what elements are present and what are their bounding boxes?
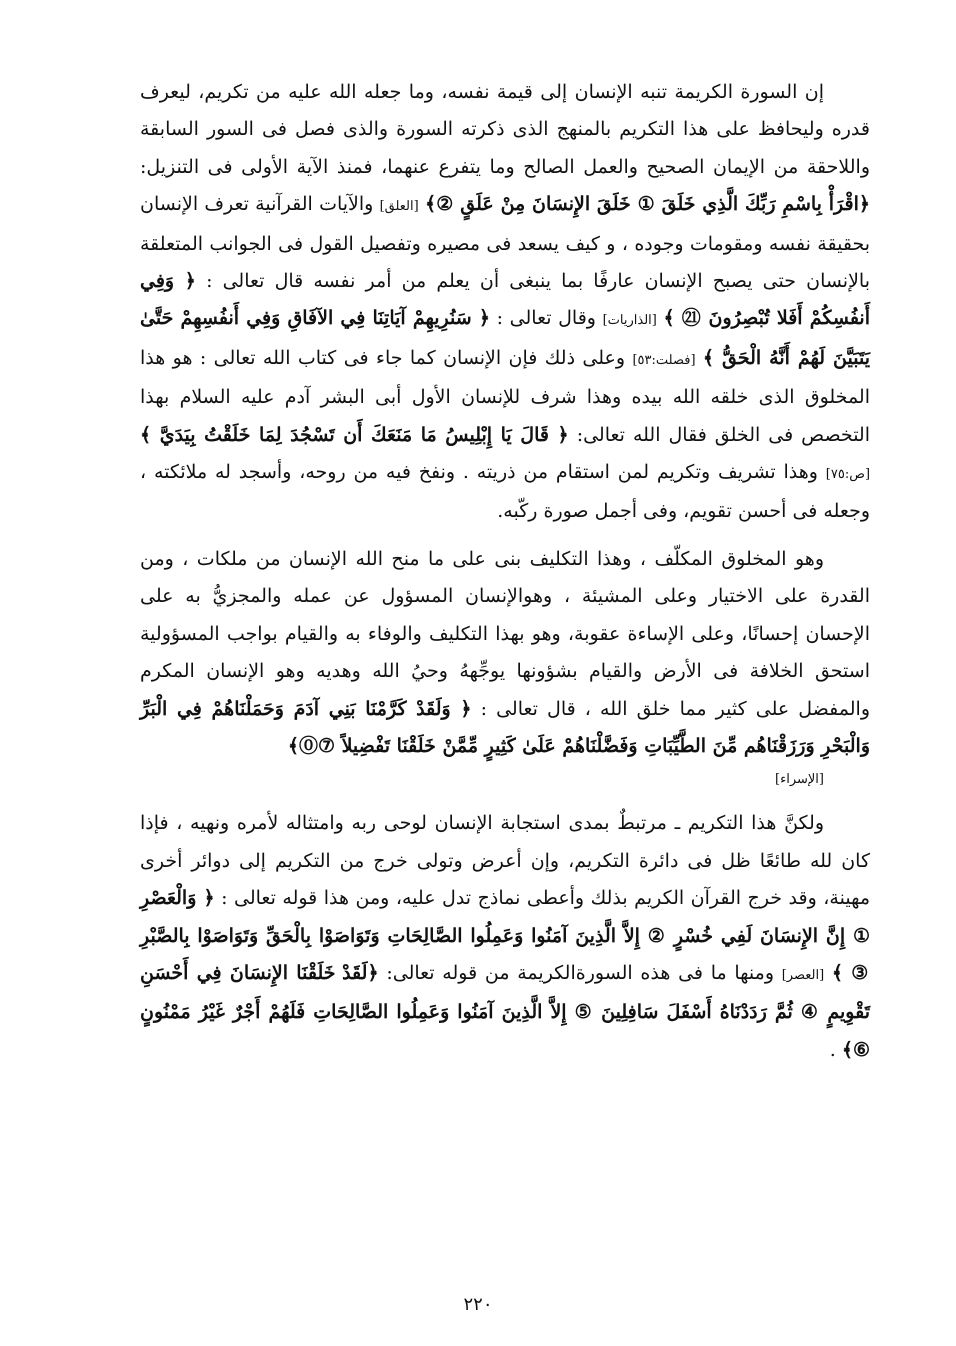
- body-text: إن السورة الكريمة تنبه الإنسان إلى قيمة نفسه، وما جعله الله عليه من تكريم، ليعرف قدره وليحافظ على هذا التكريم بالمنهج الذى ذكرته السورة والذى فصل فى السور السابقة واللاحقة من الإيمان الصحيح والعمل الصالح وما يتفرع عنهما، فمنذ الآية الأولى فى التنزيل:: [140, 81, 870, 178]
- quran-verse: ﴿ وَلَقَدْ كَرَّمْنَا بَنِي آدَمَ وَحَمَلْنَاهُمْ فِي الْبَرِّ وَالْبَحْرِ وَرَزَقْنَاهُم مِّنَ الطَّيِّبَاتِ وَفَضَّلْنَاهُمْ عَلَىٰ كَثِيرٍ مِّمَّنْ خَلَقْنَا تَفْضِيلاً ⑦⓪﴾: [140, 697, 870, 757]
- paragraph-3: [140, 805, 870, 1069]
- surah-reference: [العلق]: [379, 199, 419, 215]
- paragraph-2: [140, 541, 870, 795]
- body-text: ولكنَّ هذا التكريم ـ مرتبطٌ بمدى استجابة الإنسان لوحى ربه وامتثاله لأمره ونهيه ، فإذا كان لله طائعًا ظل فى دائرة التكريم، وإن أعرض وتولى خرج من التكريم إلى دوائر أخرى مهينة، وقد خرج القرآن الكريم بذلك وأعطى نماذج تدل عليه، ومن هذا قوله تعالى :: [140, 812, 870, 910]
- quran-verse: ﴿لَقَدْ خَلَقْنَا الإِنسَانَ فِي أَحْسَنِ تَقْوِيمٍ ④ ثُمَّ رَدَدْنَاهُ أَسْفَلَ سَافِلِينَ ⑤ إِلاَّ الَّذِينَ آمَنُوا وَعَمِلُوا الصَّالِحَاتِ فَلَهُمْ أَجْرٌ غَيْرُ مَمْنُونٍ ⑥﴾: [140, 961, 870, 1061]
- surah-reference: [الإسراء]: [775, 772, 824, 788]
- paragraph-1: [140, 74, 870, 531]
- page-number: ٢٢٠: [463, 1294, 493, 1315]
- body-text: وهذا تشريف وتكريم لمن استقام من ذريته . ونفخ فيه من روحه، وأسجد له ملائكته ، وجعله فى أحسن تقويم، وفى أجمل صورة ركّبه.: [140, 461, 870, 523]
- quran-verse: ﴿ وَفِي أَنفُسِكُمْ أَفَلا تُبْصِرُونَ ㉑ ﴾: [140, 270, 871, 330]
- body-text: وهو المخلوق المكلّف ، وهذا التكليف بنى على ما منح الله الإنسان من ملكات ، ومن القدرة على الاختيار وعلى المشيئة ، وهوالإنسان المسؤول عن عمله والمجزيُّ به على الإحسان إحسانًا، وعلى الإساءة عقوبة، وهو بهذا التكليف والوفاء به والقيام بواجب المسؤولية استحق الخلافة فى الأرض والقيام بشؤونها يوجِّههُ وحيُ الله وهديه وهو الإنسان المكرم والمفضل على كثير مما خلق الله ، قال تعالى :: [140, 547, 870, 720]
- quran-verse: ﴿ قَالَ يَا إِبْلِيسُ مَا مَنَعَكَ أَن تَسْجُدَ لِمَا خَلَقْتُ بِيَدَيَّ ﴾: [140, 423, 569, 446]
- body-text: .: [829, 1038, 836, 1061]
- body-text: وعلى ذلك فإن الإنسان كما جاء فى كتاب الله تعالى : هو هذا المخلوق الذى خلقه الله بيده وهذا شرف للإنسان الأول أبى البشر آدم عليه السلام بهذا التخصص فى الخلق فقال الله تعالى:: [140, 346, 871, 446]
- quran-verse: ﴿ وَالْعَصْرِ ① إِنَّ الإِنسَانَ لَفِي خُسْرٍ ② إِلاَّ الَّذِينَ آمَنُوا وَعَمِلُوا الصَّالِحَاتِ وَتَوَاصَوْا بِالْحَقِّ وَتَوَاصَوْا بِالصَّبْرِ ③ ﴾: [140, 887, 871, 984]
- surah-reference: [فصلت:٥٣]: [632, 352, 696, 368]
- page-body: [140, 74, 870, 1304]
- surah-reference: [العصر]: [781, 967, 825, 983]
- body-text: والآيات القرآنية تعرف الإنسان بحقيقة نفسه ومقومات وجوده ، و كيف يسعد فى مصيره وتفصيل القول فى الجوانب المتعلقة بالإنسان حتى يصبح الإنسان عارفًا بما ينبغى أن يعلم من أمر نفسه قال تعالى :: [140, 193, 871, 293]
- surah-reference: [ص:٧٥]: [825, 467, 871, 483]
- quran-verse: ﴿ سَنُرِيهِمْ آيَاتِنَا فِي الآفَاقِ وَفِي أَنفُسِهِمْ حَتَّىٰ يَتَبَيَّنَ لَهُمْ أَنَّهُ الْحَقُّ ﴾: [140, 307, 870, 369]
- body-text: ومنها ما فى هذه السورةالكريمة من قوله تعالى:: [386, 961, 775, 984]
- surah-reference: [الذاريات]: [602, 313, 657, 329]
- body-text: وقال تعالى :: [496, 307, 596, 330]
- quran-verse: ﴿اقْرَأْ بِاسْمِ رَبِّكَ الَّذِي خَلَقَ ① خَلَقَ الإِنسَانَ مِنْ عَلَقٍ ②﴾: [424, 193, 871, 216]
